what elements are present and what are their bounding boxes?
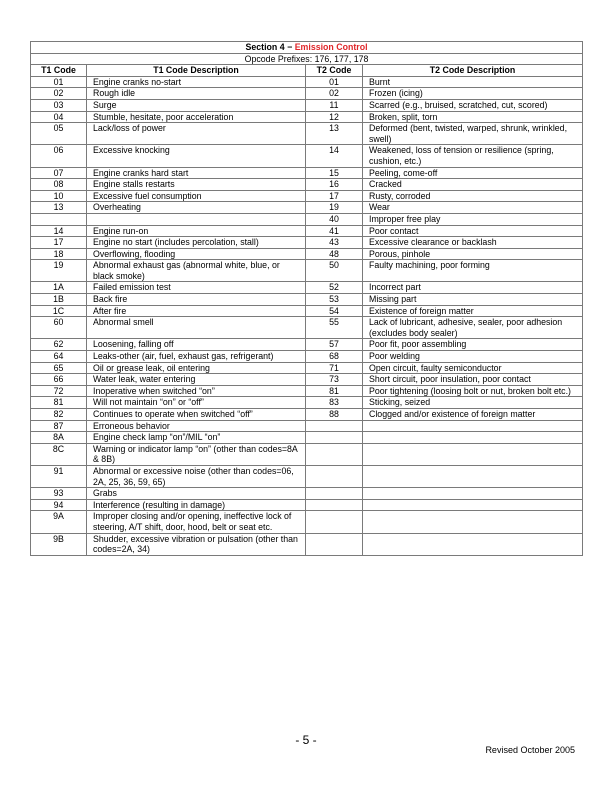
t1-code-cell: 60 <box>31 317 87 339</box>
section-name: Emission Control <box>294 42 368 52</box>
t1-code-cell: 1B <box>31 294 87 306</box>
t2-description-cell: Weakened, loss of tension or resilience (spring, cushion, etc.) <box>363 145 583 167</box>
t1-description-cell: Lack/loss of power <box>87 123 306 145</box>
t2-code-cell: 50 <box>306 260 363 282</box>
t2-code-cell: 19 <box>306 202 363 214</box>
t2-description-cell <box>363 511 583 533</box>
t1-code-cell: 13 <box>31 202 87 214</box>
t1-code-cell: 8A <box>31 432 87 444</box>
t1-code-cell: 94 <box>31 499 87 511</box>
t2-description-cell <box>363 488 583 500</box>
t2-code-header: T2 Code <box>306 65 363 77</box>
t1-code-cell: 72 <box>31 385 87 397</box>
t1-code-cell: 66 <box>31 374 87 386</box>
table-row <box>31 237 583 249</box>
table-row <box>31 190 583 202</box>
t2-description-cell: Poor fit, poor assembling <box>363 339 583 351</box>
t1-code-cell: 19 <box>31 260 87 282</box>
t2-code-cell: 55 <box>306 317 363 339</box>
t2-code-cell: 83 <box>306 397 363 409</box>
t2-code-cell <box>306 465 363 487</box>
t1-description-cell: Excessive knocking <box>87 145 306 167</box>
table-row <box>31 533 583 555</box>
t2-description-cell: Sticking, seized <box>363 397 583 409</box>
t2-description-cell: Porous, pinhole <box>363 248 583 260</box>
t1-code-cell: 08 <box>31 179 87 191</box>
t2-description-cell <box>363 465 583 487</box>
t2-code-cell: 17 <box>306 190 363 202</box>
section-label: Section 4 − <box>245 42 293 52</box>
t2-code-cell: 71 <box>306 362 363 374</box>
t1-code-header: T1 Code <box>31 65 87 77</box>
t2-code-cell: 14 <box>306 145 363 167</box>
t1-description-cell: Back fire <box>87 294 306 306</box>
t2-description-cell: Excessive clearance or backlash <box>363 237 583 249</box>
t1-code-cell: 17 <box>31 237 87 249</box>
t1-code-cell: 02 <box>31 88 87 100</box>
t1-code-cell: 91 <box>31 465 87 487</box>
t1-code-cell <box>31 213 87 225</box>
t2-description-cell: Cracked <box>363 179 583 191</box>
t2-code-cell: 01 <box>306 76 363 88</box>
t2-description-cell: Clogged and/or existence of foreign matter <box>363 409 583 421</box>
t1-description-cell: Water leak, water entering <box>87 374 306 386</box>
t2-description-cell: Incorrect part <box>363 282 583 294</box>
t2-code-cell <box>306 511 363 533</box>
t1-code-cell: 87 <box>31 420 87 432</box>
t1-description-cell: Overflowing, flooding <box>87 248 306 260</box>
table-row <box>31 76 583 88</box>
opcode-prefixes: Opcode Prefixes: 176, 177, 178 <box>31 53 583 65</box>
t1-description-cell: After fire <box>87 305 306 317</box>
t2-description-cell: Open circuit, faulty semiconductor <box>363 362 583 374</box>
t2-description-cell: Deformed (bent, twisted, warped, shrunk, wrinkled, swell) <box>363 123 583 145</box>
t1-code-cell: 62 <box>31 339 87 351</box>
table-row <box>31 443 583 465</box>
t2-code-cell: 43 <box>306 237 363 249</box>
t2-code-cell: 12 <box>306 111 363 123</box>
table-row <box>31 409 583 421</box>
t1-code-cell: 05 <box>31 123 87 145</box>
t1-description-cell: Leaks-other (air, fuel, exhaust gas, refrigerant) <box>87 351 306 363</box>
table-row <box>31 432 583 444</box>
t1-description-cell: Engine check lamp “on”/MIL “on” <box>87 432 306 444</box>
table-row <box>31 282 583 294</box>
t2-description-cell: Scarred (e.g., bruised, scratched, cut, scored) <box>363 99 583 111</box>
t2-description-cell <box>363 443 583 465</box>
table-row <box>31 88 583 100</box>
table-row <box>31 499 583 511</box>
section-title-row <box>31 42 583 54</box>
table-row <box>31 99 583 111</box>
t1-description-cell: Grabs <box>87 488 306 500</box>
t2-code-cell <box>306 488 363 500</box>
t1-code-cell: 82 <box>31 409 87 421</box>
t1-description-cell: Stumble, hesitate, poor acceleration <box>87 111 306 123</box>
table-row <box>31 167 583 179</box>
t2-description-cell: Poor contact <box>363 225 583 237</box>
t2-description-cell: Lack of lubricant, adhesive, sealer, poor adhesion (excludes body sealer) <box>363 317 583 339</box>
t2-code-cell: 15 <box>306 167 363 179</box>
section-title <box>31 42 583 54</box>
t2-description-cell <box>363 420 583 432</box>
table-row <box>31 397 583 409</box>
table-row <box>31 385 583 397</box>
t2-code-cell: 13 <box>306 123 363 145</box>
t1-code-cell: 65 <box>31 362 87 374</box>
table-row <box>31 111 583 123</box>
t1-description-cell: Engine stalls restarts <box>87 179 306 191</box>
page-number: - 5 - <box>295 733 317 747</box>
t1-description-cell: Inoperative when switched “on” <box>87 385 306 397</box>
t2-description-cell: Faulty machining, poor forming <box>363 260 583 282</box>
t1-description-cell: Abnormal smell <box>87 317 306 339</box>
column-header-row <box>31 65 583 77</box>
t1-description-cell: Rough idle <box>87 88 306 100</box>
t2-description-cell <box>363 533 583 555</box>
t2-code-cell: 41 <box>306 225 363 237</box>
revision-note: Revised October 2005 <box>485 745 575 755</box>
t1-code-cell: 8C <box>31 443 87 465</box>
t2-code-cell <box>306 499 363 511</box>
t2-description-cell: Improper free play <box>363 213 583 225</box>
table-row <box>31 465 583 487</box>
t1-description-cell: Warning or indicator lamp “on” (other than codes=8A & 8B) <box>87 443 306 465</box>
t2-code-cell: 52 <box>306 282 363 294</box>
t1-code-cell: 1C <box>31 305 87 317</box>
t2-description-cell: Short circuit, poor insulation, poor contact <box>363 374 583 386</box>
t1-description-cell: Will not maintain “on” or “off” <box>87 397 306 409</box>
t1-description-cell: Engine no start (includes percolation, stall) <box>87 237 306 249</box>
t2-code-cell: 88 <box>306 409 363 421</box>
t1-code-cell: 81 <box>31 397 87 409</box>
t1-code-cell: 14 <box>31 225 87 237</box>
t1-code-cell: 07 <box>31 167 87 179</box>
t1-description-cell: Abnormal exhaust gas (abnormal white, blue, or black smoke) <box>87 260 306 282</box>
t1-code-cell: 9B <box>31 533 87 555</box>
table-row <box>31 317 583 339</box>
emission-control-code-table <box>30 41 583 556</box>
table-row <box>31 305 583 317</box>
table-row <box>31 374 583 386</box>
table-row <box>31 351 583 363</box>
t2-code-cell <box>306 420 363 432</box>
t2-description-cell: Broken, split, torn <box>363 111 583 123</box>
opcode-prefixes-row <box>31 53 583 65</box>
t2-description-cell <box>363 499 583 511</box>
t2-code-cell: 54 <box>306 305 363 317</box>
t1-description-cell: Engine cranks hard start <box>87 167 306 179</box>
t2-description-cell <box>363 432 583 444</box>
t1-code-cell: 93 <box>31 488 87 500</box>
table-row <box>31 420 583 432</box>
table-row <box>31 260 583 282</box>
table-row <box>31 213 583 225</box>
t1-code-cell: 10 <box>31 190 87 202</box>
t2-code-cell <box>306 432 363 444</box>
t2-description-cell: Peeling, come-off <box>363 167 583 179</box>
t1-description-cell: Interference (resulting in damage) <box>87 499 306 511</box>
t1-code-cell: 06 <box>31 145 87 167</box>
table-row <box>31 202 583 214</box>
t1-description-cell: Engine cranks no-start <box>87 76 306 88</box>
table-row <box>31 225 583 237</box>
t1-description-cell: Engine run-on <box>87 225 306 237</box>
table-row <box>31 511 583 533</box>
table-row <box>31 145 583 167</box>
table-row <box>31 179 583 191</box>
t2-description-cell: Existence of foreign matter <box>363 305 583 317</box>
t1-description-cell: Continues to operate when switched “off” <box>87 409 306 421</box>
t1-code-cell: 18 <box>31 248 87 260</box>
t1-description-cell: Shudder, excessive vibration or pulsation (other than codes=2A, 34) <box>87 533 306 555</box>
t2-code-cell <box>306 533 363 555</box>
t2-code-cell: 11 <box>306 99 363 111</box>
t1-description-cell: Abnormal or excessive noise (other than codes=06, 2A, 25, 36, 59, 65) <box>87 465 306 487</box>
table-row <box>31 339 583 351</box>
t1-description-cell: Oil or grease leak, oil entering <box>87 362 306 374</box>
t2-code-cell: 48 <box>306 248 363 260</box>
t2-code-cell: 40 <box>306 213 363 225</box>
t1-description-cell: Improper closing and/or opening, ineffective lock of steering, A/T shift, door, hood, belt or seat etc. <box>87 511 306 533</box>
t2-code-cell: 16 <box>306 179 363 191</box>
t2-code-cell: 68 <box>306 351 363 363</box>
t1-description-cell <box>87 213 306 225</box>
t2-code-cell: 02 <box>306 88 363 100</box>
table-row <box>31 362 583 374</box>
t2-description-cell: Poor tightening (loosing bolt or nut, broken bolt etc.) <box>363 385 583 397</box>
t1-description-cell: Loosening, falling off <box>87 339 306 351</box>
t2-code-cell: 81 <box>306 385 363 397</box>
t2-code-cell <box>306 443 363 465</box>
t1-code-cell: 01 <box>31 76 87 88</box>
t2-description-header: T2 Code Description <box>363 65 583 77</box>
t2-description-cell: Frozen (icing) <box>363 88 583 100</box>
t2-description-cell: Burnt <box>363 76 583 88</box>
t1-code-cell: 1A <box>31 282 87 294</box>
t1-code-cell: 9A <box>31 511 87 533</box>
t1-description-cell: Surge <box>87 99 306 111</box>
t2-description-cell: Poor welding <box>363 351 583 363</box>
t2-code-cell: 73 <box>306 374 363 386</box>
t1-description-cell: Excessive fuel consumption <box>87 190 306 202</box>
t2-description-cell: Rusty, corroded <box>363 190 583 202</box>
table-row <box>31 248 583 260</box>
table-row <box>31 123 583 145</box>
t1-description-cell: Failed emission test <box>87 282 306 294</box>
t2-code-cell: 57 <box>306 339 363 351</box>
table-row <box>31 488 583 500</box>
t1-code-cell: 64 <box>31 351 87 363</box>
t1-description-cell: Erroneous behavior <box>87 420 306 432</box>
table-row <box>31 294 583 306</box>
t2-description-cell: Missing part <box>363 294 583 306</box>
t1-description-cell: Overheating <box>87 202 306 214</box>
t1-code-cell: 04 <box>31 111 87 123</box>
t2-description-cell: Wear <box>363 202 583 214</box>
t1-code-cell: 03 <box>31 99 87 111</box>
t2-code-cell: 53 <box>306 294 363 306</box>
t1-description-header: T1 Code Description <box>87 65 306 77</box>
